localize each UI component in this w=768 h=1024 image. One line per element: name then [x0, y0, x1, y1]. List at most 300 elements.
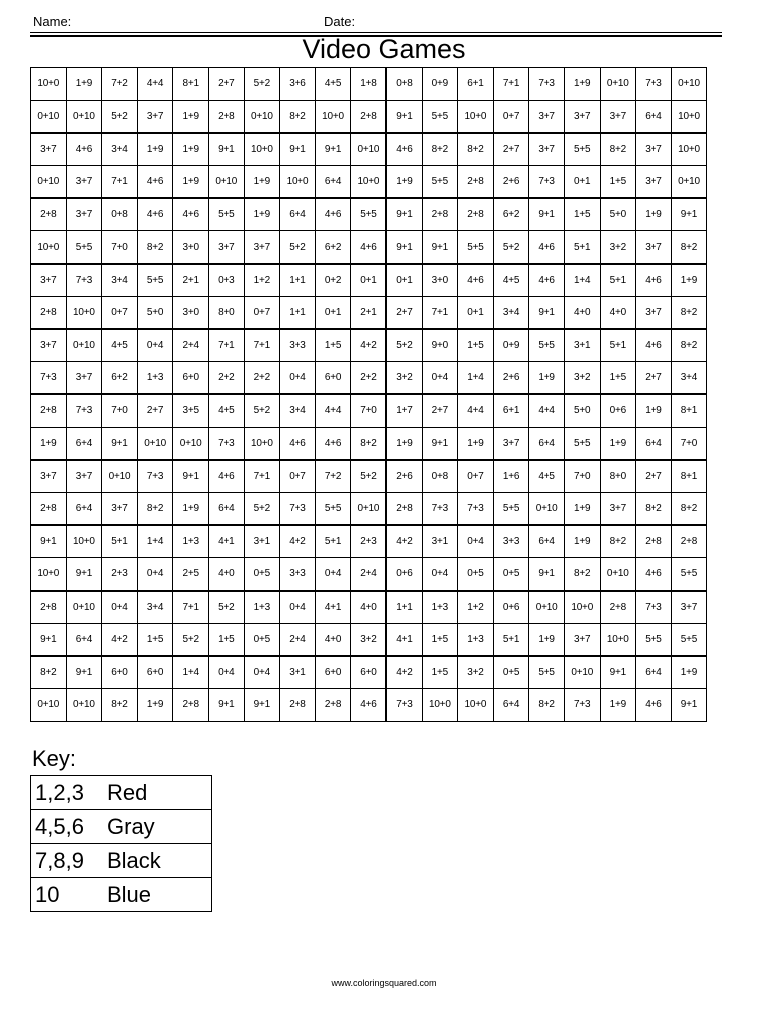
grid-cell[interactable]: 1+3	[458, 623, 494, 656]
grid-cell[interactable]: 1+9	[636, 394, 672, 427]
grid-cell[interactable]: 10+0	[31, 68, 67, 101]
grid-cell[interactable]: 1+9	[600, 427, 636, 460]
grid-cell[interactable]: 3+7	[102, 492, 138, 525]
grid-cell[interactable]: 7+3	[66, 394, 102, 427]
grid-cell[interactable]: 2+8	[458, 166, 494, 199]
grid-cell[interactable]: 6+4	[636, 427, 672, 460]
grid-cell[interactable]: 0+10	[600, 558, 636, 591]
grid-cell[interactable]: 1+6	[493, 460, 529, 493]
grid-cell[interactable]: 0+10	[31, 100, 67, 133]
grid-cell[interactable]: 5+2	[102, 100, 138, 133]
grid-cell[interactable]: 5+2	[244, 68, 280, 101]
grid-cell[interactable]: 0+10	[671, 68, 707, 101]
grid-cell[interactable]: 3+2	[564, 362, 600, 395]
grid-cell[interactable]: 8+2	[671, 492, 707, 525]
grid-cell[interactable]: 1+3	[137, 362, 173, 395]
grid-cell[interactable]: 8+2	[564, 558, 600, 591]
grid-cell[interactable]: 4+4	[137, 68, 173, 101]
grid-cell[interactable]: 3+7	[529, 133, 565, 166]
grid-cell[interactable]: 6+4	[529, 427, 565, 460]
grid-cell[interactable]: 0+10	[102, 460, 138, 493]
grid-cell[interactable]: 7+1	[173, 591, 209, 624]
grid-cell[interactable]: 6+0	[137, 656, 173, 689]
grid-cell[interactable]: 3+5	[173, 394, 209, 427]
grid-cell[interactable]: 5+5	[493, 492, 529, 525]
grid-cell[interactable]: 6+2	[315, 231, 351, 264]
grid-cell[interactable]: 9+1	[31, 623, 67, 656]
grid-cell[interactable]: 10+0	[351, 166, 387, 199]
grid-cell[interactable]: 0+1	[564, 166, 600, 199]
grid-cell[interactable]: 6+4	[66, 623, 102, 656]
grid-cell[interactable]: 1+5	[600, 362, 636, 395]
grid-cell[interactable]: 5+0	[137, 296, 173, 329]
grid-cell[interactable]: 3+4	[137, 591, 173, 624]
grid-cell[interactable]: 2+7	[137, 394, 173, 427]
grid-cell[interactable]: 3+4	[102, 133, 138, 166]
grid-cell[interactable]: 9+1	[422, 427, 458, 460]
grid-cell[interactable]: 0+2	[315, 264, 351, 297]
grid-cell[interactable]: 0+1	[315, 296, 351, 329]
grid-cell[interactable]: 0+10	[137, 427, 173, 460]
grid-cell[interactable]: 7+1	[244, 460, 280, 493]
grid-cell[interactable]: 4+6	[458, 264, 494, 297]
grid-cell[interactable]: 7+0	[102, 231, 138, 264]
grid-cell[interactable]: 4+6	[529, 264, 565, 297]
grid-cell[interactable]: 3+7	[244, 231, 280, 264]
grid-cell[interactable]: 0+6	[386, 558, 422, 591]
grid-cell[interactable]: 1+2	[244, 264, 280, 297]
grid-cell[interactable]: 8+1	[671, 460, 707, 493]
grid-cell[interactable]: 1+5	[422, 623, 458, 656]
grid-cell[interactable]: 1+5	[422, 656, 458, 689]
grid-cell[interactable]: 7+3	[31, 362, 67, 395]
grid-cell[interactable]: 2+8	[458, 198, 494, 231]
grid-cell[interactable]: 0+10	[31, 689, 67, 722]
grid-cell[interactable]: 0+4	[102, 591, 138, 624]
grid-cell[interactable]: 2+5	[173, 558, 209, 591]
grid-cell[interactable]: 6+4	[66, 492, 102, 525]
grid-cell[interactable]: 2+1	[173, 264, 209, 297]
grid-cell[interactable]: 2+6	[493, 166, 529, 199]
grid-cell[interactable]: 1+4	[137, 525, 173, 558]
grid-cell[interactable]: 3+7	[31, 329, 67, 362]
grid-cell[interactable]: 4+6	[636, 329, 672, 362]
grid-cell[interactable]: 1+9	[66, 68, 102, 101]
grid-cell[interactable]: 2+2	[208, 362, 244, 395]
grid-cell[interactable]: 2+7	[208, 68, 244, 101]
grid-cell[interactable]: 2+8	[600, 591, 636, 624]
grid-cell[interactable]: 2+6	[493, 362, 529, 395]
grid-cell[interactable]: 3+7	[564, 100, 600, 133]
grid-cell[interactable]: 1+5	[208, 623, 244, 656]
grid-cell[interactable]: 5+1	[493, 623, 529, 656]
grid-cell[interactable]: 0+4	[137, 558, 173, 591]
grid-cell[interactable]: 10+0	[671, 100, 707, 133]
grid-cell[interactable]: 2+8	[280, 689, 316, 722]
grid-cell[interactable]: 10+0	[66, 296, 102, 329]
grid-cell[interactable]: 3+7	[564, 623, 600, 656]
grid-cell[interactable]: 9+1	[66, 656, 102, 689]
grid-cell[interactable]: 2+8	[208, 100, 244, 133]
grid-cell[interactable]: 4+6	[280, 427, 316, 460]
grid-cell[interactable]: 4+0	[600, 296, 636, 329]
grid-cell[interactable]: 3+1	[564, 329, 600, 362]
grid-cell[interactable]: 5+5	[671, 623, 707, 656]
grid-cell[interactable]: 1+9	[244, 198, 280, 231]
grid-cell[interactable]: 4+0	[564, 296, 600, 329]
grid-cell[interactable]: 1+1	[280, 264, 316, 297]
grid-cell[interactable]: 3+7	[636, 133, 672, 166]
grid-cell[interactable]: 4+4	[315, 394, 351, 427]
grid-cell[interactable]: 7+3	[66, 264, 102, 297]
grid-cell[interactable]: 5+0	[600, 198, 636, 231]
grid-cell[interactable]: 2+8	[31, 198, 67, 231]
grid-cell[interactable]: 4+5	[493, 264, 529, 297]
grid-cell[interactable]: 9+1	[315, 133, 351, 166]
grid-cell[interactable]: 0+4	[280, 362, 316, 395]
grid-cell[interactable]: 1+5	[600, 166, 636, 199]
grid-cell[interactable]: 9+0	[422, 329, 458, 362]
grid-cell[interactable]: 0+1	[386, 264, 422, 297]
grid-cell[interactable]: 4+6	[351, 689, 387, 722]
grid-cell[interactable]: 9+1	[66, 558, 102, 591]
grid-cell[interactable]: 5+5	[208, 198, 244, 231]
grid-cell[interactable]: 1+9	[173, 166, 209, 199]
grid-cell[interactable]: 4+2	[386, 525, 422, 558]
grid-cell[interactable]: 7+3	[636, 68, 672, 101]
grid-cell[interactable]: 7+3	[137, 460, 173, 493]
grid-cell[interactable]: 9+1	[386, 100, 422, 133]
grid-cell[interactable]: 7+0	[564, 460, 600, 493]
grid-cell[interactable]: 1+9	[529, 362, 565, 395]
grid-cell[interactable]: 4+6	[351, 231, 387, 264]
grid-cell[interactable]: 0+5	[458, 558, 494, 591]
grid-cell[interactable]: 8+2	[600, 525, 636, 558]
grid-cell[interactable]: 0+10	[66, 329, 102, 362]
grid-cell[interactable]: 1+2	[458, 591, 494, 624]
grid-cell[interactable]: 6+4	[636, 100, 672, 133]
grid-cell[interactable]: 6+2	[102, 362, 138, 395]
grid-cell[interactable]: 9+1	[671, 689, 707, 722]
grid-cell[interactable]: 0+7	[493, 100, 529, 133]
grid-cell[interactable]: 5+5	[564, 133, 600, 166]
grid-cell[interactable]: 0+4	[208, 656, 244, 689]
grid-cell[interactable]: 7+1	[493, 68, 529, 101]
grid-cell[interactable]: 6+0	[315, 362, 351, 395]
grid-cell[interactable]: 3+3	[280, 329, 316, 362]
grid-cell[interactable]: 9+1	[600, 656, 636, 689]
grid-cell[interactable]: 4+5	[208, 394, 244, 427]
grid-cell[interactable]: 3+7	[66, 362, 102, 395]
grid-cell[interactable]: 2+3	[351, 525, 387, 558]
grid-cell[interactable]: 7+0	[671, 427, 707, 460]
grid-cell[interactable]: 2+8	[422, 198, 458, 231]
grid-cell[interactable]: 8+0	[208, 296, 244, 329]
grid-cell[interactable]: 4+6	[529, 231, 565, 264]
grid-cell[interactable]: 3+4	[671, 362, 707, 395]
grid-cell[interactable]: 3+7	[636, 296, 672, 329]
grid-cell[interactable]: 6+4	[493, 689, 529, 722]
grid-cell[interactable]: 4+6	[386, 133, 422, 166]
grid-cell[interactable]: 5+5	[422, 100, 458, 133]
grid-cell[interactable]: 5+5	[422, 166, 458, 199]
grid-cell[interactable]: 3+7	[600, 100, 636, 133]
grid-cell[interactable]: 1+9	[173, 133, 209, 166]
grid-cell[interactable]: 5+5	[529, 656, 565, 689]
grid-cell[interactable]: 6+2	[493, 198, 529, 231]
grid-cell[interactable]: 4+6	[208, 460, 244, 493]
grid-cell[interactable]: 2+8	[386, 492, 422, 525]
grid-cell[interactable]: 7+3	[208, 427, 244, 460]
grid-cell[interactable]: 2+8	[31, 492, 67, 525]
grid-cell[interactable]: 6+4	[636, 656, 672, 689]
grid-cell[interactable]: 5+2	[386, 329, 422, 362]
grid-cell[interactable]: 4+6	[137, 166, 173, 199]
grid-cell[interactable]: 0+4	[422, 362, 458, 395]
grid-cell[interactable]: 2+8	[351, 100, 387, 133]
grid-cell[interactable]: 1+9	[173, 100, 209, 133]
grid-cell[interactable]: 5+5	[351, 198, 387, 231]
grid-cell[interactable]: 10+0	[564, 591, 600, 624]
grid-cell[interactable]: 4+1	[386, 623, 422, 656]
grid-cell[interactable]: 8+2	[458, 133, 494, 166]
grid-cell[interactable]: 5+5	[529, 329, 565, 362]
grid-cell[interactable]: 5+5	[636, 623, 672, 656]
grid-cell[interactable]: 10+0	[458, 100, 494, 133]
grid-cell[interactable]: 0+9	[422, 68, 458, 101]
grid-cell[interactable]: 5+2	[493, 231, 529, 264]
grid-cell[interactable]: 8+2	[600, 133, 636, 166]
grid-cell[interactable]: 9+1	[173, 460, 209, 493]
grid-cell[interactable]: 8+2	[137, 231, 173, 264]
grid-cell[interactable]: 3+7	[636, 166, 672, 199]
grid-cell[interactable]: 3+4	[493, 296, 529, 329]
grid-cell[interactable]: 3+7	[208, 231, 244, 264]
grid-cell[interactable]: 2+7	[422, 394, 458, 427]
grid-cell[interactable]: 10+0	[244, 133, 280, 166]
grid-cell[interactable]: 2+8	[173, 689, 209, 722]
grid-cell[interactable]: 2+7	[386, 296, 422, 329]
grid-cell[interactable]: 0+10	[564, 656, 600, 689]
grid-cell[interactable]: 1+4	[564, 264, 600, 297]
grid-cell[interactable]: 4+0	[351, 591, 387, 624]
grid-cell[interactable]: 7+2	[315, 460, 351, 493]
grid-cell[interactable]: 2+1	[351, 296, 387, 329]
grid-cell[interactable]: 7+1	[102, 166, 138, 199]
grid-cell[interactable]: 8+0	[600, 460, 636, 493]
grid-cell[interactable]: 0+4	[422, 558, 458, 591]
grid-cell[interactable]: 2+8	[315, 689, 351, 722]
grid-cell[interactable]: 5+2	[173, 623, 209, 656]
grid-cell[interactable]: 3+2	[386, 362, 422, 395]
grid-cell[interactable]: 6+4	[66, 427, 102, 460]
grid-cell[interactable]: 1+4	[458, 362, 494, 395]
grid-cell[interactable]: 5+5	[315, 492, 351, 525]
grid-cell[interactable]: 3+1	[280, 656, 316, 689]
grid-cell[interactable]: 2+8	[636, 525, 672, 558]
grid-cell[interactable]: 1+9	[137, 133, 173, 166]
grid-cell[interactable]: 1+5	[458, 329, 494, 362]
grid-cell[interactable]: 5+2	[244, 492, 280, 525]
grid-cell[interactable]: 0+10	[600, 68, 636, 101]
grid-cell[interactable]: 9+1	[244, 689, 280, 722]
grid-cell[interactable]: 7+1	[244, 329, 280, 362]
grid-cell[interactable]: 3+7	[31, 460, 67, 493]
grid-cell[interactable]: 8+2	[351, 427, 387, 460]
grid-cell[interactable]: 9+1	[386, 231, 422, 264]
grid-cell[interactable]: 1+5	[137, 623, 173, 656]
grid-cell[interactable]: 4+5	[315, 68, 351, 101]
grid-cell[interactable]: 4+2	[102, 623, 138, 656]
grid-cell[interactable]: 1+9	[636, 198, 672, 231]
grid-cell[interactable]: 1+9	[600, 689, 636, 722]
grid-cell[interactable]: 2+4	[173, 329, 209, 362]
grid-cell[interactable]: 4+2	[280, 525, 316, 558]
grid-cell[interactable]: 2+6	[386, 460, 422, 493]
grid-cell[interactable]: 4+6	[137, 198, 173, 231]
grid-cell[interactable]: 3+7	[66, 166, 102, 199]
grid-cell[interactable]: 3+7	[137, 100, 173, 133]
grid-cell[interactable]: 8+2	[529, 689, 565, 722]
grid-cell[interactable]: 2+7	[493, 133, 529, 166]
grid-cell[interactable]: 3+2	[600, 231, 636, 264]
grid-cell[interactable]: 1+7	[386, 394, 422, 427]
grid-cell[interactable]: 6+0	[102, 656, 138, 689]
grid-cell[interactable]: 6+4	[280, 198, 316, 231]
grid-cell[interactable]: 6+4	[529, 525, 565, 558]
grid-cell[interactable]: 0+8	[386, 68, 422, 101]
grid-cell[interactable]: 5+2	[208, 591, 244, 624]
grid-cell[interactable]: 4+6	[315, 427, 351, 460]
grid-cell[interactable]: 1+9	[564, 525, 600, 558]
grid-cell[interactable]: 10+0	[31, 558, 67, 591]
grid-cell[interactable]: 2+8	[31, 296, 67, 329]
grid-cell[interactable]: 0+5	[244, 558, 280, 591]
grid-cell[interactable]: 3+7	[529, 100, 565, 133]
grid-cell[interactable]: 0+10	[351, 133, 387, 166]
grid-cell[interactable]: 10+0	[244, 427, 280, 460]
grid-cell[interactable]: 1+4	[173, 656, 209, 689]
grid-cell[interactable]: 7+3	[529, 68, 565, 101]
grid-cell[interactable]: 1+8	[351, 68, 387, 101]
grid-cell[interactable]: 10+0	[600, 623, 636, 656]
grid-cell[interactable]: 10+0	[422, 689, 458, 722]
grid-cell[interactable]: 1+9	[244, 166, 280, 199]
grid-cell[interactable]: 3+2	[351, 623, 387, 656]
grid-cell[interactable]: 0+4	[137, 329, 173, 362]
grid-cell[interactable]: 9+1	[386, 198, 422, 231]
grid-cell[interactable]: 0+5	[244, 623, 280, 656]
grid-cell[interactable]: 9+1	[529, 198, 565, 231]
grid-cell[interactable]: 0+10	[66, 100, 102, 133]
grid-cell[interactable]: 1+3	[173, 525, 209, 558]
grid-cell[interactable]: 5+2	[351, 460, 387, 493]
grid-cell[interactable]: 2+8	[671, 525, 707, 558]
grid-cell[interactable]: 0+8	[422, 460, 458, 493]
grid-cell[interactable]: 0+10	[66, 689, 102, 722]
grid-cell[interactable]: 2+2	[244, 362, 280, 395]
grid-cell[interactable]: 5+2	[280, 231, 316, 264]
grid-cell[interactable]: 3+7	[600, 492, 636, 525]
grid-cell[interactable]: 10+0	[671, 133, 707, 166]
grid-cell[interactable]: 0+10	[529, 591, 565, 624]
grid-cell[interactable]: 10+0	[280, 166, 316, 199]
grid-cell[interactable]: 0+8	[102, 198, 138, 231]
grid-cell[interactable]: 10+0	[458, 689, 494, 722]
grid-cell[interactable]: 6+4	[208, 492, 244, 525]
grid-cell[interactable]: 7+3	[386, 689, 422, 722]
grid-cell[interactable]: 0+10	[31, 166, 67, 199]
grid-cell[interactable]: 0+10	[529, 492, 565, 525]
grid-cell[interactable]: 2+4	[280, 623, 316, 656]
grid-cell[interactable]: 7+2	[102, 68, 138, 101]
grid-cell[interactable]: 1+9	[564, 68, 600, 101]
grid-cell[interactable]: 10+0	[31, 231, 67, 264]
grid-cell[interactable]: 0+10	[351, 492, 387, 525]
grid-cell[interactable]: 8+2	[671, 296, 707, 329]
grid-cell[interactable]: 1+1	[386, 591, 422, 624]
grid-cell[interactable]: 4+6	[66, 133, 102, 166]
grid-cell[interactable]: 7+3	[422, 492, 458, 525]
grid-cell[interactable]: 10+0	[315, 100, 351, 133]
grid-cell[interactable]: 0+10	[671, 166, 707, 199]
grid-cell[interactable]: 4+6	[636, 558, 672, 591]
grid-cell[interactable]: 0+10	[66, 591, 102, 624]
grid-cell[interactable]: 4+1	[208, 525, 244, 558]
grid-cell[interactable]: 5+1	[564, 231, 600, 264]
grid-cell[interactable]: 9+1	[208, 133, 244, 166]
grid-cell[interactable]: 4+2	[386, 656, 422, 689]
grid-cell[interactable]: 0+1	[458, 296, 494, 329]
grid-cell[interactable]: 2+3	[102, 558, 138, 591]
grid-cell[interactable]: 8+1	[173, 68, 209, 101]
grid-cell[interactable]: 5+1	[315, 525, 351, 558]
grid-cell[interactable]: 1+9	[173, 492, 209, 525]
grid-cell[interactable]: 1+9	[529, 623, 565, 656]
grid-cell[interactable]: 3+7	[66, 198, 102, 231]
grid-cell[interactable]: 5+5	[564, 427, 600, 460]
grid-cell[interactable]: 5+1	[102, 525, 138, 558]
grid-cell[interactable]: 0+4	[244, 656, 280, 689]
grid-cell[interactable]: 0+4	[315, 558, 351, 591]
grid-cell[interactable]: 1+5	[564, 198, 600, 231]
grid-cell[interactable]: 2+2	[351, 362, 387, 395]
grid-cell[interactable]: 0+10	[173, 427, 209, 460]
grid-cell[interactable]: 4+0	[315, 623, 351, 656]
grid-cell[interactable]: 2+7	[636, 362, 672, 395]
grid-cell[interactable]: 7+0	[351, 394, 387, 427]
grid-cell[interactable]: 8+2	[636, 492, 672, 525]
grid-cell[interactable]: 0+5	[493, 558, 529, 591]
grid-cell[interactable]: 6+1	[458, 68, 494, 101]
grid-cell[interactable]: 1+9	[564, 492, 600, 525]
grid-cell[interactable]: 6+0	[351, 656, 387, 689]
grid-cell[interactable]: 7+3	[458, 492, 494, 525]
grid-cell[interactable]: 5+5	[458, 231, 494, 264]
grid-cell[interactable]: 4+6	[315, 198, 351, 231]
grid-cell[interactable]: 2+8	[31, 591, 67, 624]
grid-cell[interactable]: 2+8	[31, 394, 67, 427]
grid-cell[interactable]: 0+4	[458, 525, 494, 558]
grid-cell[interactable]: 1+9	[386, 427, 422, 460]
grid-cell[interactable]: 1+9	[31, 427, 67, 460]
grid-cell[interactable]: 9+1	[31, 525, 67, 558]
grid-cell[interactable]: 9+1	[671, 198, 707, 231]
grid-cell[interactable]: 3+0	[422, 264, 458, 297]
grid-cell[interactable]: 8+2	[31, 656, 67, 689]
grid-cell[interactable]: 7+3	[280, 492, 316, 525]
grid-cell[interactable]: 0+7	[280, 460, 316, 493]
